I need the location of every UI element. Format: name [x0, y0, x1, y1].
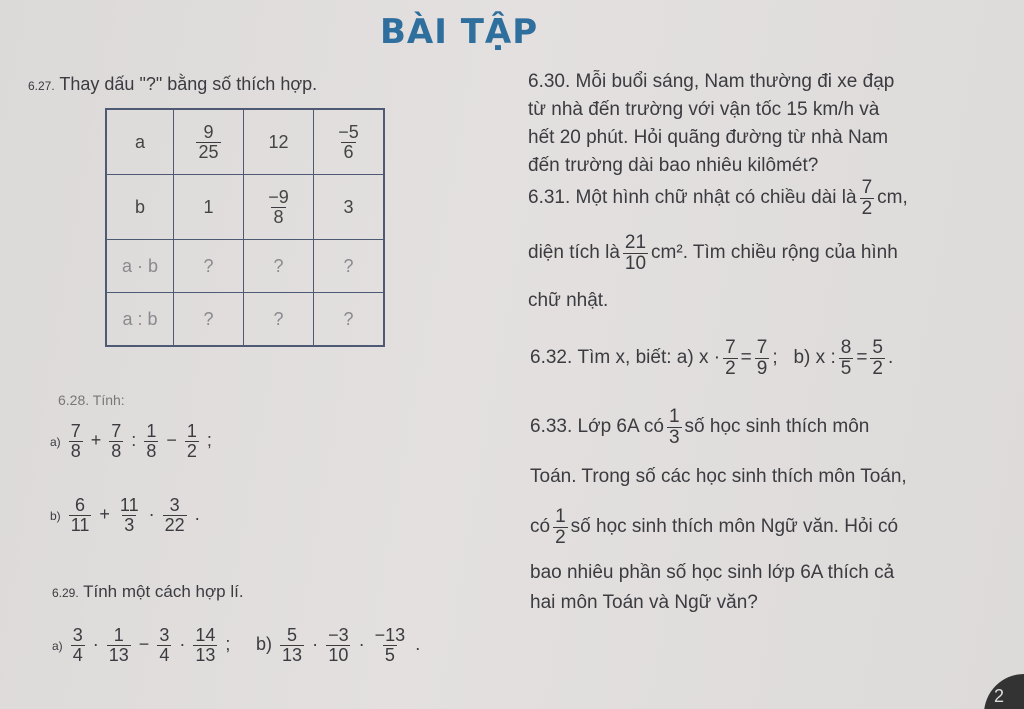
denominator: 13	[195, 644, 216, 665]
exercise-text: số học sinh thích môn	[684, 416, 870, 437]
table-cell: 1	[174, 175, 244, 240]
numerator: 1	[668, 405, 680, 427]
operator: ·	[358, 634, 365, 655]
exercise-6-27-heading	[28, 74, 317, 95]
table-cell	[244, 175, 314, 240]
text-line	[528, 68, 998, 96]
exercise-text: Tính một cách hợp lí.	[83, 582, 244, 601]
numerator: 7	[756, 336, 768, 358]
exercise-6-29-b	[256, 626, 420, 665]
table-cell-label: b	[106, 175, 174, 240]
exercise-number: 6.28.	[58, 392, 90, 408]
punctuation: .	[888, 347, 894, 368]
page-number: 2	[994, 686, 1005, 706]
exercise-text: Tìm x, biết:	[577, 347, 672, 368]
denominator: 8	[111, 440, 122, 461]
denominator: 4	[159, 644, 170, 665]
unit-text: cm,	[877, 187, 908, 208]
exercise-text: Lớp 6A có	[577, 416, 664, 437]
fraction	[144, 422, 158, 461]
exercise-6-28-heading	[58, 392, 125, 408]
table-cell	[174, 109, 244, 175]
fraction	[118, 496, 141, 535]
part-label: b)	[50, 509, 61, 524]
numerator: 6	[75, 495, 86, 515]
exercise-text: diện tích là	[528, 242, 620, 263]
fraction	[326, 626, 351, 665]
text-line: từ nhà đến trường với vận tốc 15 km/h và	[528, 99, 880, 120]
exercise-number: 6.32.	[530, 347, 573, 368]
part-label: a)	[50, 435, 61, 450]
numerator: 9	[203, 121, 214, 142]
text-line: hết 20 phút. Hỏi quãng đường từ nhà Nam	[528, 127, 889, 148]
denominator: 2	[555, 526, 566, 548]
fraction	[266, 188, 291, 227]
text-line: bao nhiêu phần số học sinh lớp 6A thích cả	[530, 562, 895, 583]
operator: −	[166, 430, 177, 451]
table-cell	[314, 109, 385, 175]
exercise-6-32	[530, 330, 893, 386]
denominator: 6	[343, 141, 354, 162]
exercise-number: 6.33.	[530, 416, 573, 437]
exercise-number: 6.31.	[528, 187, 571, 208]
denominator: 22	[164, 514, 185, 535]
denominator: 5	[840, 357, 852, 379]
fraction	[860, 178, 875, 219]
denominator: 2	[186, 440, 197, 461]
table-cell: 12	[244, 109, 314, 175]
exercise-text: cm². Tìm chiều rộng của hình	[651, 242, 898, 263]
fraction	[723, 338, 738, 379]
denominator: 2	[872, 357, 883, 379]
exercise-number: 6.29.	[52, 586, 79, 600]
exercise-6-29-a	[52, 626, 230, 665]
punctuation: ;	[772, 347, 778, 368]
numerator: 11	[119, 495, 139, 515]
fraction	[839, 338, 854, 379]
text-line: Toán. Trong số các học sinh thích môn Toán,	[530, 466, 907, 487]
numerator: 5	[287, 625, 298, 645]
table-row	[106, 109, 384, 175]
exercise-text: Một hình chữ nhật có chiều dài là	[575, 187, 857, 208]
exercise-6-31	[528, 172, 1008, 320]
fraction	[193, 626, 217, 665]
numerator: 21	[624, 231, 647, 253]
table-cell-label: a	[106, 109, 174, 175]
numerator: 3	[72, 625, 83, 645]
operator: +	[99, 504, 110, 525]
punctuation: .	[415, 634, 421, 655]
table-row	[106, 175, 384, 240]
fraction	[667, 407, 682, 448]
exercise-text: Tính:	[92, 392, 125, 408]
numerator: −13	[374, 625, 406, 645]
text-line: hai môn Toán và Ngữ văn?	[530, 592, 758, 613]
denominator: 13	[282, 644, 303, 665]
expression: x ·	[698, 347, 721, 368]
operator: +	[90, 430, 102, 451]
exercise-text: Thay dấu "?" bằng số thích hợp.	[59, 74, 318, 94]
table-cell: ?	[244, 293, 314, 347]
denominator: 2	[725, 357, 736, 379]
operator: =	[740, 347, 752, 368]
expression: x :	[815, 347, 836, 368]
numerator: 7	[861, 176, 873, 198]
numerator: 3	[159, 625, 170, 645]
text-line	[528, 224, 1008, 282]
denominator: 13	[108, 644, 129, 665]
fraction	[157, 626, 171, 665]
fraction	[71, 626, 85, 665]
denominator: 2	[861, 197, 873, 219]
fraction	[185, 422, 199, 461]
numerator: 7	[725, 336, 736, 358]
table-cell-label: a · b	[106, 240, 174, 293]
text-line	[530, 396, 1010, 458]
fraction	[196, 123, 220, 162]
operator: ·	[148, 504, 155, 525]
exercise-number: 6.27.	[28, 79, 55, 93]
numerator: −3	[328, 625, 349, 645]
numerator: 5	[872, 336, 883, 358]
table-cell-label: a : b	[106, 293, 174, 347]
numerator: 14	[195, 625, 216, 645]
exercise-6-33	[530, 396, 1010, 618]
operator: =	[856, 347, 868, 368]
part-label: b)	[256, 634, 273, 655]
denominator: 9	[756, 357, 768, 379]
denominator: 10	[328, 644, 349, 665]
fraction	[69, 422, 83, 461]
fraction	[69, 496, 92, 535]
denominator: 8	[273, 206, 284, 227]
denominator: 3	[668, 426, 680, 448]
operator: ·	[92, 634, 99, 655]
table-cell: ?	[174, 240, 244, 293]
denominator: 11	[70, 514, 90, 535]
numerator: 3	[169, 495, 180, 515]
fraction	[755, 338, 770, 379]
punctuation: ;	[206, 430, 212, 451]
punctuation: ;	[225, 634, 231, 655]
operator: −	[138, 634, 150, 655]
numerator: −9	[268, 186, 289, 207]
operator: ·	[179, 634, 186, 655]
operator: ·	[312, 634, 319, 655]
exercise-number: 6.30.	[528, 71, 571, 92]
exercise-text: số học sinh thích môn Ngữ văn. Hỏi có	[570, 516, 899, 537]
table-cell: ?	[244, 240, 314, 293]
text-line: đến trường dài bao nhiêu kilômét?	[528, 155, 819, 176]
numerator: 1	[146, 421, 157, 441]
denominator: 3	[124, 514, 135, 535]
punctuation: .	[194, 504, 200, 525]
denominator: 4	[72, 644, 83, 665]
numerator: 8	[840, 336, 852, 358]
numerator: 1	[186, 421, 197, 441]
numerator: 1	[113, 625, 124, 645]
table-cell: 3	[314, 175, 385, 240]
numerator: 7	[111, 421, 122, 441]
table-row	[106, 293, 384, 347]
fraction	[107, 626, 131, 665]
table-cell: ?	[174, 293, 244, 347]
page-number-badge	[984, 674, 1024, 709]
exercise-6-30	[528, 68, 998, 180]
operator: :	[131, 430, 137, 451]
fraction	[623, 233, 648, 274]
table-cell: ?	[314, 293, 385, 347]
part-label: b)	[793, 347, 811, 368]
fraction	[553, 507, 568, 548]
denominator: 5	[384, 644, 395, 665]
table-cell: ?	[314, 240, 385, 293]
fraction	[163, 496, 187, 535]
fraction	[870, 338, 885, 379]
denominator: 8	[146, 440, 157, 461]
fraction	[373, 626, 408, 665]
part-label: a)	[52, 639, 63, 654]
page-title: BÀI TẬP	[380, 12, 539, 52]
exercise-6-29-heading	[52, 582, 244, 602]
part-label: a)	[676, 347, 694, 368]
numerator: −5	[338, 121, 359, 142]
exercise-6-28-b	[50, 496, 200, 535]
numerator: 1	[555, 505, 566, 527]
exercise-text: có	[530, 516, 551, 537]
exercise-text: Mỗi buổi sáng, Nam thường đi xe đạp	[575, 71, 895, 92]
denominator: 8	[70, 440, 81, 461]
exercise-6-28-a	[50, 422, 212, 461]
denominator: 25	[198, 141, 219, 162]
fraction	[109, 422, 123, 461]
numerator: 7	[70, 421, 81, 441]
text-line	[528, 172, 1008, 224]
table-row	[106, 240, 384, 293]
fraction	[280, 626, 304, 665]
exercise-6-27-table	[105, 108, 385, 347]
text-line: chữ nhật.	[528, 290, 609, 311]
denominator: 10	[624, 252, 647, 274]
fraction	[336, 123, 361, 162]
text-line	[530, 496, 1010, 558]
